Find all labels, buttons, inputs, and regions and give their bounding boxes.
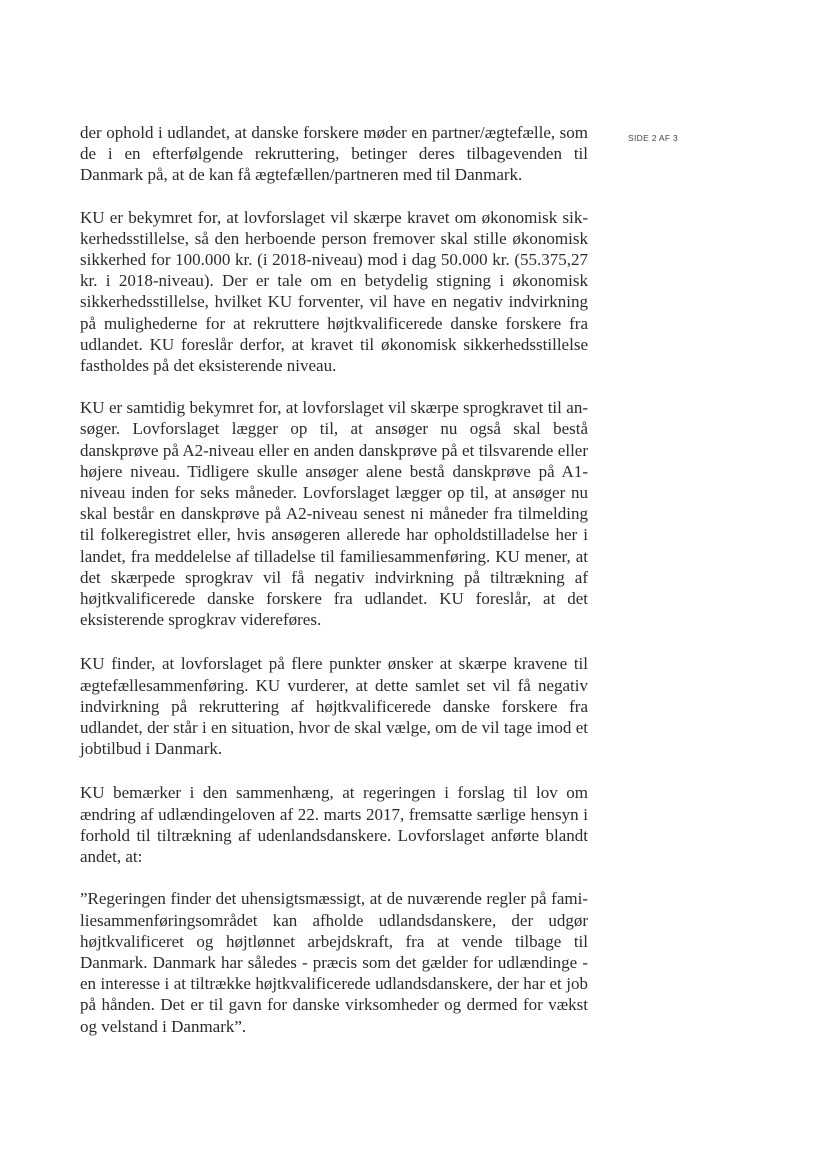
- paragraph-government-bill: KU bemærker i den sammenhæng, at regeringen i forslag til lov om ændring af udlændingeloven af 22. marts 2017, fremsatte særlige hensyn i forhold til tiltrækning af udenlandsdanskere. Lovforslaget anførte blandt andet, at:: [80, 783, 588, 867]
- paragraph-economic-security: KU er bekymret for, at lovforslaget vil skærpe kravet om økonomisk sikkerhedsstillelse, så den herboende person fremover skal stille økonomisk sikkerhed for 100.000 kr. (i 2018-niveau) mod i dag 50.000 kr. (55.375,27 kr. i 2018-niveau). Der er tale om en betydelig stigning i økonomisk sikkerhedsstillelse, hvilket KU forventer, vil have en negativ indvirkning på mulighederne for at rekruttere højtkvalificerede danske forskere fra udlandet. KU foreslår derfor, at kravet til økonomisk sikkerhedsstillelse fastholdes på det eksisterende niveau.: [80, 207, 588, 376]
- page-number-marker: SIDE 2 AF 3: [628, 133, 679, 143]
- paragraph-language-requirement: KU er samtidig bekymret for, at lovforslaget vil skærpe sprogkravet til ansøger. Lovforslaget lægger op til, at ansøger nu også skal bestå danskprøve på A2-niveau eller en anden danskprøve på et tilsvarende eller højere niveau. Tidligere skulle ansøger alene bestå danskprøve på A1-niveau inden for seks måneder. Lovforslaget lægger op til, at ansøger nu skal består en danskprøve på A2-niveau senest ni måneder fra tilmelding til folkeregistret eller, hvis ansøgeren allerede har opholdstilladelse her i landet, fra meddelelse af tilladelse til familiesammenføring. KU mener, at det skærpede sprogkrav vil få negativ indvirkning på tiltrækning af højtkvalificerede danske forskere fra udlandet. KU foreslår, at det eksisterende sprogkrav videreføres.: [80, 398, 588, 630]
- paragraph-quote: ”Regeringen finder det uhensigtsmæssigt, at de nuværende regler på familiesammenføringsområdet kan afholde udlandsdanskere, der udgør højtkvalificeret og højtlønnet arbejdskraft, fra at vende tilbage til Danmark. Danmark har således - præcis som det gælder for udlændinge - en interesse i at tiltrække højtkvalificerede udlandsdanskere, der har et job på hånden. Det er til gavn for danske virksomheder og dermed for vækst og velstand i Danmark”.: [80, 889, 588, 1036]
- document-body: [80, 122, 588, 1037]
- paragraph-spouse-reunification: KU finder, at lovforslaget på flere punkter ønsker at skærpe kravene til ægtefællesammenføring. KU vurderer, at dette samlet set vil få negativ indvirkning på rekruttering af højtkvalificerede danske forskere fra udlandet, der står i en situation, hvor de skal vælge, om de vil tage imod et jobtilbud i Danmark.: [80, 654, 588, 759]
- paragraph-partner-abroad: der ophold i udlandet, at danske forskere møder en partner/ægtefælle, som de i en efterfølgende rekruttering, betinger deres tilbagevenden til Danmark på, at de kan få ægtefællen/partneren med til Danmark.: [80, 123, 588, 185]
